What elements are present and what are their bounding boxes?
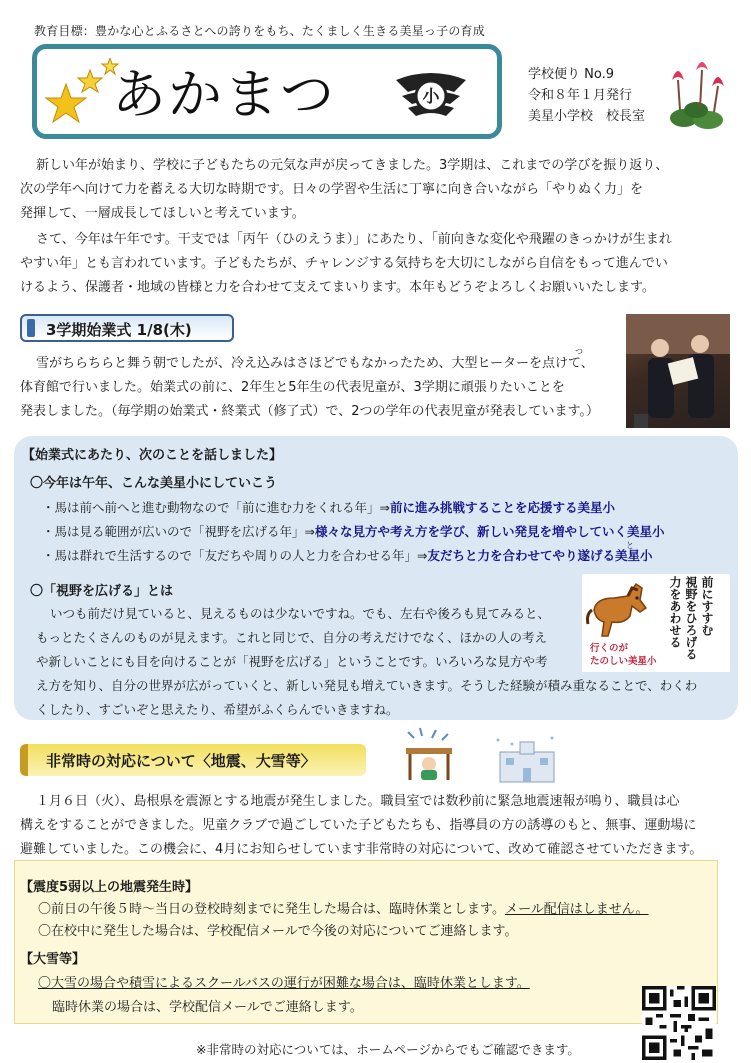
emergency-line-3: 避難していました。この機会に、4月にお知らせしています非常時の対応について、改めて確認させていただきます。: [20, 842, 703, 857]
bullet-1-text: ・馬は前へ前へと進む動物なので「前に進む力をくれる年」⇒: [42, 500, 390, 515]
issue-info: [528, 64, 645, 127]
ruby-to: と: [626, 541, 634, 550]
bullet-2-text: ・馬は見る範囲が広いので「視野を広げる年」⇒: [42, 524, 315, 539]
broaden-line-4: え方を知り、自分の世界が広がっていくと、新しい発見も増えていきます。そうした経験が積み重なることで、わくわ: [36, 678, 698, 693]
poster-col-3: 力をあわせる: [668, 576, 682, 648]
emblem-text: 小: [422, 87, 440, 107]
section-heading-emergency-text: 非常時の対応について〈地震、大雪等〉: [46, 752, 316, 770]
ceremony-line-1: 雪がちらちらと舞う朝でしたが、冷え込みはさほどでもなかったため、大型ヒーターを点けて、: [36, 356, 594, 371]
intro-line-4: さて、今年は午年です。干支では「丙午（ひのえうま）」にあたり、「前向きな変化や飛躍のきっかけが生まれ: [36, 232, 672, 247]
section-heading-ceremony-text: 3学期始業式 1/8(木): [46, 321, 192, 339]
bullet-3-emphasis: 友だちと力を合わせてやり遂げる美星小: [427, 548, 653, 563]
broaden-line-5: くしたり、すごいぞと思えたり、希望がふくらんでいきますね。: [36, 702, 399, 717]
snow-rule-2: 臨時休業の場合は、学校配信メールでご連絡します。: [52, 1000, 363, 1015]
intro-line-6: けるよう、保護者・地域の皆様と力を合わせて支えてまいります。本年もどうぞよろしくお願いいたします。: [20, 280, 655, 295]
quake-rule-2: 〇在校中に発生した場合は、学校配信メールで今後の対応についてご連絡します。: [38, 924, 518, 939]
bullet-2-emphasis: 様々な見方や考え方を学び、新しい発見を増やしていく美星小: [314, 524, 665, 539]
horse-icon: [584, 580, 654, 640]
snow-rule-1: 〇大雪の場合や積雪によるスクールバスの運行が困難な場合は、臨時休業とします。: [38, 976, 530, 991]
quake-rule-1-note: メール配信はしません。: [504, 902, 649, 917]
ceremony-line-2: 体育館で行いました。始業式の前に、2年生と5年生の代表児童が、3学期に頑張りたいことを: [20, 380, 565, 395]
poster-col-2: 視野をひろげる: [684, 576, 698, 660]
desk-duck-cover-icon: [402, 726, 456, 782]
ceremony-line-3: 発表しました。（毎学期の始業式・終業式（修了式）で、2つの学年の代表児童が発表しています。）: [20, 404, 599, 419]
emergency-line-2: 構えをすることができました。児童クラブで過ごしていた子どもたちも、指導員の方の誘導のもと、無事、運動場に: [20, 818, 697, 833]
quake-heading: 【震度5弱以上の地震発生時】: [20, 880, 199, 895]
speech-panel-heading: 【始業式にあたり、次のことを話しました】: [22, 448, 283, 463]
broaden-line-2: もっとたくさんのものが見えます。これと同じで、自分の考えだけでなく、ほかの人の考え: [36, 630, 548, 645]
intro-line-1: 新しい年が始まり、学校に子どもたちの元気な声が戻ってきました。3学期は、これまでの学びを振り返り、: [36, 158, 669, 173]
intro-line-2: 次の学年へ向けて力を蓄える大切な時期です。日々の学習や生活に丁寧に向き合いながら「やりぬく力」を: [20, 182, 643, 197]
speech-bullet-1: [42, 498, 615, 516]
issue-publisher: 美星小学校 校長室: [528, 109, 646, 124]
speech-bullet-3: [42, 546, 653, 564]
cyclamen-icon: [664, 58, 730, 132]
speech-subhead-horse-year: 〇今年は午年、こんな美星小にしていこう: [30, 476, 278, 491]
snow-heading: 【大雪等】: [20, 952, 86, 967]
emergency-line-1: １月６日（火）、島根県を震源とする地震が発生しました。職員室では数秒前に緊急地震速報が鳴り、職員は心: [36, 794, 680, 809]
students-presenting-icon: [626, 314, 730, 428]
poster-col-1: 前にすすむ: [700, 576, 714, 636]
ruby-tsu: つ: [575, 347, 583, 356]
school-motto: 教育目標：豊かな心とふるさとへの誇りをもち、たくましく生きる美星っ子の育成: [34, 24, 485, 38]
speech-bullet-2: [42, 522, 665, 540]
issue-date: 令和８年１月発行: [528, 88, 633, 103]
intro-line-5: やすい年」とも言われています。子どもたちが、チャレンジする気持ちを大切にしながら自信をもって進んでい: [20, 256, 668, 271]
intro-line-3: 発揮して、一層成長してほしいと考えています。: [20, 206, 305, 221]
quake-rule-1-text: 〇前日の午後５時～当日の登校時刻までに発生した場合は、臨時休業とします。: [38, 902, 505, 917]
school-snow-icon: [492, 734, 562, 784]
horse-poster: [582, 574, 730, 672]
broaden-line-3: や新しいことにも目を向けることが「視野を広げる」ということです。いろいろな見方や考: [36, 654, 548, 669]
section-heading-ceremony: [20, 314, 234, 342]
broaden-line-1: いつも前だけ見ていると、見えるものは少ないですね。でも、左右や後ろも見てみると、: [50, 606, 551, 621]
section-heading-emergency: [20, 744, 366, 776]
heading-accent-bar: [27, 319, 35, 337]
quake-rule-1: [38, 898, 649, 922]
school-emblem-icon: [394, 70, 468, 118]
speech-subhead-broaden-view: 〇「視野を広げる」とは: [30, 584, 174, 599]
poster-tagline-2: たのしい美星小: [590, 656, 657, 667]
issue-number: 学校便り No.9: [528, 67, 614, 82]
footer-note: ※非常時の対応については、ホームページからでもご確認できます。: [196, 1042, 580, 1057]
ceremony-photo: [626, 314, 730, 428]
bullet-1-emphasis: 前に進み挑戦することを応援する美星小: [389, 500, 615, 515]
qr-code-icon[interactable]: [642, 986, 716, 1060]
poster-tagline-1: 行くのが: [590, 643, 629, 654]
bullet-3-text: ・馬は群れで生活するので「友だちや周りの人と力を合わせる年」⇒: [42, 548, 428, 563]
newsletter-title: あかまつ: [112, 63, 336, 126]
